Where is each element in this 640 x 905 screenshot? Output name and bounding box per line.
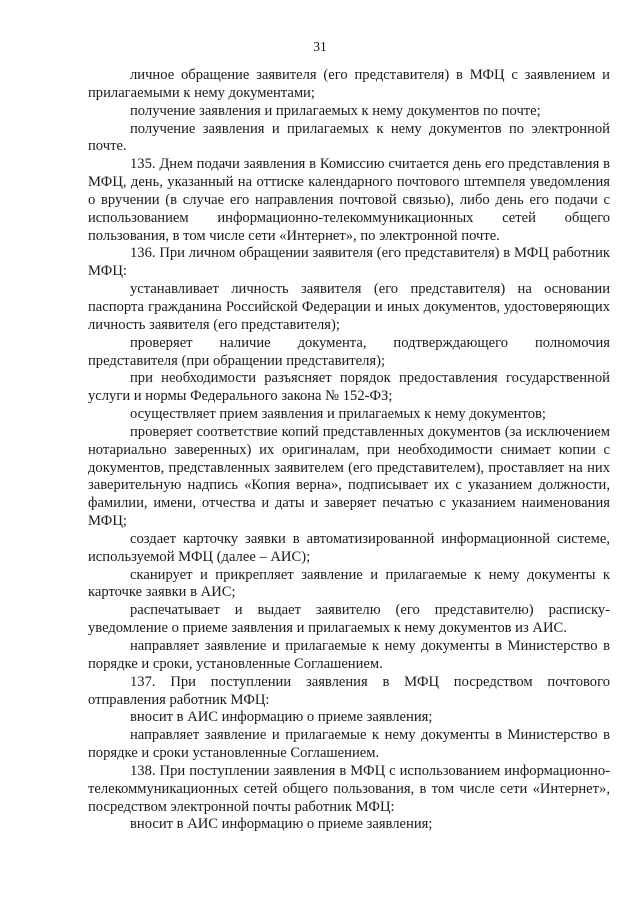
paragraph: распечатывает и выдает заявителю (его представителю) расписку-уведомление о приеме заявления и прилагаемых к нему документов из АИС.: [88, 602, 610, 637]
paragraph: при необходимости разъясняет порядок предоставления государственной услуги и нормы Федерального закона № 152-ФЗ;: [88, 370, 610, 405]
paragraph: проверяет соответствие копий представленных документов (за исключением нотариально заверенных) их оригиналам, при необходимости снимает копии с документов, представленных заявителем (его представителем), проставляет на них заверительную надпись «Копия верна», подписывает их с указанием должности, фамилии, имени, отчества и даты и заверяет печатью с указанием наименования МФЦ;: [88, 423, 610, 530]
paragraph-138: 138. При поступлении заявления в МФЦ с использованием информационно-телекоммуникационных сетей общего пользования, в том числе сети «Интернет», посредством электронной почты работник МФЦ:: [88, 762, 610, 815]
paragraph: направляет заявление и прилагаемые к нему документы в Министерство в порядке и сроки, установленные Соглашением.: [88, 638, 610, 672]
paragraph: создает карточку заявки в автоматизированной информационной системе, используемой МФЦ (далее – АИС);: [88, 530, 610, 565]
paragraph-135: 135. Днем подачи заявления в Комиссию считается день его представления в МФЦ, день, указанный на оттиске календарного почтового штемпеля уведомления о вручении (в случае его направления почтовой связью), либо день его подачи с использованием информационно-телекоммуникационных сетей общего пользования, в том числе сети «Интернет», по электронной почте.: [88, 156, 610, 244]
paragraph: получение заявления и прилагаемых к нему документов по почте;: [130, 102, 541, 119]
paragraph: вносит в АИС информацию о приеме заявления;: [130, 816, 433, 833]
paragraph: вносит в АИС информацию о приеме заявления;: [130, 709, 433, 726]
paragraph: направляет заявление и прилагаемые к нему документы в Министерство в порядке и сроки установленные Соглашением.: [88, 727, 610, 762]
paragraph-136: 136. При личном обращении заявителя (его представителя) в МФЦ работник МФЦ:: [88, 245, 610, 280]
paragraph: сканирует и прикрепляет заявление и прилагаемые к нему документы к карточке заявки в АИС;: [88, 566, 610, 601]
paragraph: личное обращение заявителя (его представителя) в МФЦ с заявлением и прилагаемыми к нему документами;: [88, 67, 610, 101]
paragraph: устанавливает личность заявителя (его представителя) на основании паспорта гражданина Российской Федерации и иных документов, удостоверяющих личность заявителя (его представителя);: [88, 281, 610, 333]
page-number: 31: [313, 39, 327, 54]
paragraph: осуществляет прием заявления и прилагаемых к нему документов;: [130, 406, 546, 423]
paragraph: получение заявления и прилагаемых к нему документов по электронной почте.: [88, 120, 610, 155]
paragraph: проверяет наличие документа, подтверждающего полномочия представителя (при обращении представителя);: [88, 334, 610, 369]
document-body: [88, 67, 610, 834]
paragraph-137: 137. При поступлении заявления в МФЦ посредством почтового отправления работник МФЦ:: [88, 673, 610, 708]
